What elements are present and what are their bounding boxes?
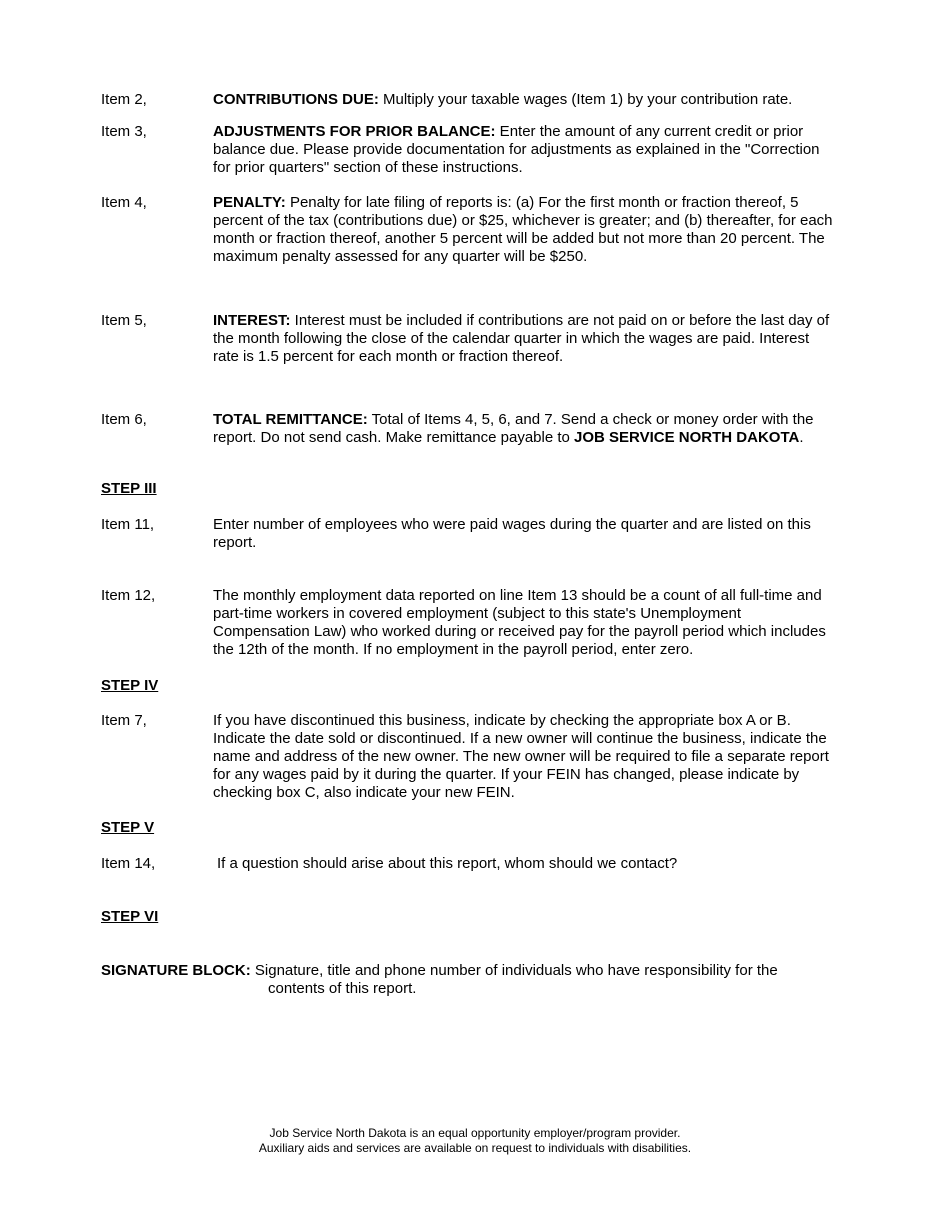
step-5-heading: STEP V [101,819,155,836]
item-label: Item 3, [101,123,147,140]
step-4-heading: STEP IV [101,677,159,694]
item-text [213,91,838,109]
item-body: The monthly employment data reported on line Item 13 should be a count of all full-time and part-time workers in covered employment (subject to this state's Unemployment Compensation Law) who worked during or received pay for the payroll period which includes the 12th of the month. If no employment in the payroll period, enter zero. [213,587,826,658]
signature-heading: SIGNATURE BLOCK: [101,962,251,979]
item-heading: INTEREST: [213,312,291,329]
item-body: Interest must be included if contributions are not paid on or before the last day of the month following the close of the calendar quarter in which the wages are paid. Interest rate is 1.5 percent for each month or fraction thereof. [213,312,830,365]
item-label: Item 2, [101,91,147,108]
item-body: Multiply your taxable wages (Item 1) by your contribution rate. [378,91,793,108]
signature-text: Signature, title and phone number of individuals who have responsibility for the [250,962,778,979]
item-label: Item 7, [101,712,147,729]
item-body: If a question should arise about this report, whom should we contact? [217,855,678,872]
item-body: Enter number of employees who were paid wages during the quarter and are listed on this report. [213,516,811,551]
item-text [213,411,838,447]
item-heading: PENALTY: [213,194,286,211]
item-heading: CONTRIBUTIONS DUE: [213,91,379,108]
item-heading: TOTAL REMITTANCE: [213,411,368,428]
item-label: Item 11, [101,516,155,533]
payee-name: JOB SERVICE NORTH DAKOTA [574,429,800,446]
item-text [213,194,838,266]
item-text [213,312,838,366]
item-label: Item 6, [101,411,147,428]
item-body: Penalty for late filing of reports is: (a) For the first month or fraction thereof, 5 percent of the tax (contributions due) or $25, whichever is greater; and (b) thereafter, for each month or fraction thereof, another 5 percent will be added but not more than 20 percent. The maximum penalty assessed for any quarter will be $250. [213,194,833,265]
item-label: Item 5, [101,312,147,329]
signature-block [101,962,841,980]
item-body: If you have discontinued this business, indicate by checking the appropriate box A or B. Indicate the date sold or discontinued. If a new owner will continue the business, indicate the name and address of the new owner. The new owner will be required to file a separate report for any wages paid by it during the quarter. If your FEIN has changed, please indicate by checking box C, also indicate your new FEIN. [213,712,829,801]
item-heading: ADJUSTMENTS FOR PRIOR BALANCE: [213,123,496,140]
step-6-heading: STEP VI [101,908,159,925]
footer-equal-opportunity: Job Service North Dakota is an equal opportunity employer/program provider. [269,1126,681,1140]
footer-auxiliary-aids: Auxiliary aids and services are available on request to individuals with disabilities. [258,1141,692,1155]
item-label: Item 12, [101,587,156,604]
item-label: Item 14, [101,855,156,872]
item-label: Item 4, [101,194,147,211]
item-end: . [799,429,804,446]
signature-text-continued: contents of this report. [268,980,417,997]
item-body: Enter the amount of any current credit or prior balance due. Please provide documentation for adjustments as explained in the "Correction for prior quarters" section of these instructions. [213,123,820,176]
item-text [213,123,838,177]
item-body: Total of Items 4, 5, 6, and 7. Send a check or money order with the report. Do not send cash. Make remittance payable to [213,411,814,446]
step-3-heading: STEP III [101,480,157,497]
